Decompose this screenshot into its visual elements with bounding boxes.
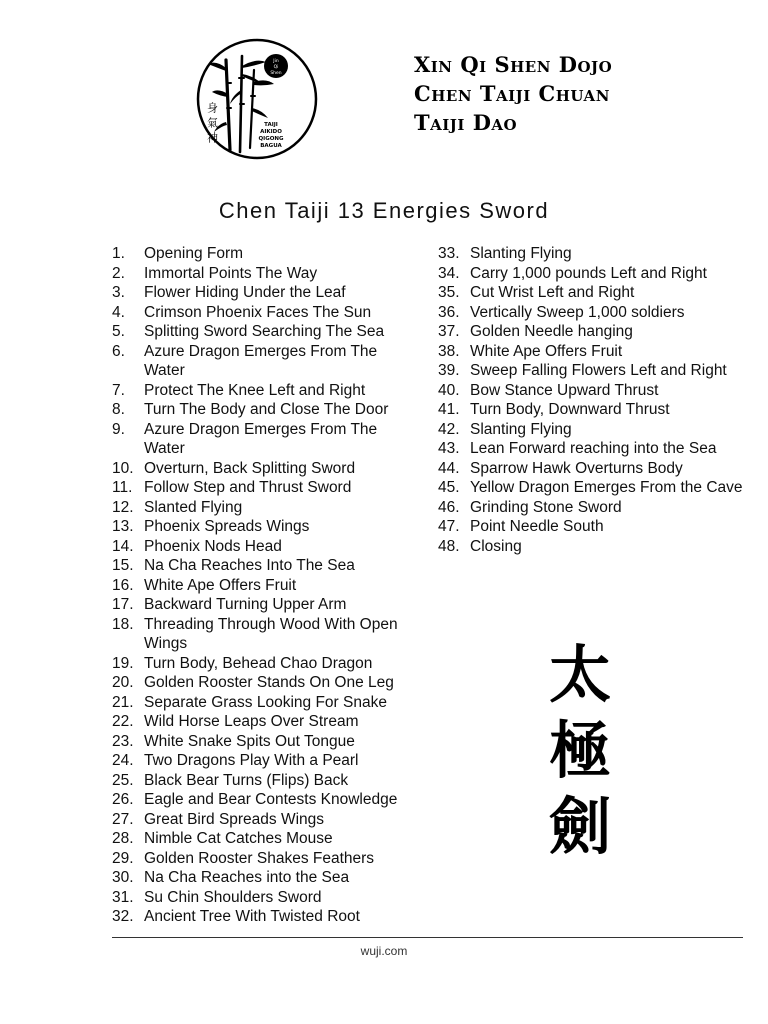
move-name: Grinding Stone Sword: [470, 498, 622, 516]
move-name: Slanting Flying: [470, 420, 572, 438]
logo-badge-line-1: Jin: [273, 59, 279, 64]
move-item: [112, 576, 422, 596]
move-name: Great Bird Spreads Wings: [144, 810, 325, 828]
move-item: [438, 381, 748, 401]
move-item: [112, 771, 422, 791]
move-name: Vertically Sweep 1,000 soldiers: [470, 303, 685, 321]
move-number: 30.: [112, 869, 134, 886]
move-item: [112, 264, 422, 284]
move-number: 2.: [112, 264, 125, 282]
style-name: Chen Taiji Chuan: [414, 81, 610, 106]
logo-art-bagua: BAGUA: [260, 143, 282, 149]
move-number: 7.: [112, 381, 125, 399]
move-item: [112, 595, 422, 615]
move-number: 26.: [112, 791, 134, 808]
move-item: [438, 264, 748, 284]
move-name: Azure Dragon Emerges From The Water: [144, 342, 378, 379]
move-number: 21.: [112, 693, 134, 711]
move-number: 47.: [438, 518, 460, 535]
move-name: Point Needle South: [470, 518, 604, 535]
move-item: [112, 654, 422, 674]
move-item: [112, 478, 422, 498]
move-item: [112, 829, 422, 849]
move-item: [112, 693, 422, 713]
move-number: 22.: [112, 713, 134, 730]
move-name: Sparrow Hawk Overturns Body: [470, 459, 683, 477]
move-name: Separate Grass Looking For Snake: [144, 693, 387, 711]
move-name: Closing: [470, 537, 522, 555]
move-number: 5.: [112, 323, 125, 340]
move-number: 31.: [112, 888, 134, 906]
move-name: White Ape Offers Fruit: [144, 576, 297, 594]
move-item: [112, 420, 422, 459]
move-item: [438, 517, 748, 537]
move-name: Ancient Tree With Twisted Root: [144, 908, 360, 925]
move-number: 11.: [112, 479, 133, 496]
move-number: 32.: [112, 908, 134, 925]
move-number: 6.: [112, 342, 125, 360]
move-number: 20.: [112, 674, 134, 691]
move-number: 3.: [112, 284, 125, 301]
move-name: Na Cha Reaches Into The Sea: [144, 557, 355, 574]
move-name: Eagle and Bear Contests Knowledge: [144, 791, 398, 808]
move-name: Slanting Flying: [470, 245, 572, 262]
move-number: 25.: [112, 771, 134, 789]
move-item: [438, 342, 748, 362]
logo-art-aikido: AIKIDO: [260, 129, 282, 135]
move-number: 19.: [112, 654, 134, 672]
move-name: Protect The Knee Left and Right: [144, 381, 366, 399]
move-item: [112, 556, 422, 576]
move-number: 8.: [112, 401, 125, 418]
move-number: 43.: [438, 440, 460, 457]
logo-vertical-text: 身氣神: [205, 102, 219, 147]
move-item: [112, 517, 422, 537]
move-name: Black Bear Turns (Flips) Back: [144, 771, 349, 789]
move-number: 1.: [112, 245, 125, 262]
move-item: [112, 342, 422, 381]
move-item: [438, 400, 748, 420]
calligraphy-char-1: 太: [548, 638, 612, 711]
move-number: 4.: [112, 303, 125, 321]
move-name: Lean Forward reaching into the Sea: [470, 440, 717, 457]
move-item: [438, 459, 748, 479]
move-name: Two Dragons Play With a Pearl: [144, 752, 359, 769]
move-name: White Ape Offers Fruit: [470, 342, 623, 360]
move-name: Azure Dragon Emerges From The Water: [144, 420, 378, 457]
move-number: 16.: [112, 576, 134, 594]
move-name: Golden Rooster Stands On One Leg: [144, 674, 394, 691]
move-name: Yellow Dragon Emerges From the Cave: [470, 479, 743, 496]
move-name: Sweep Falling Flowers Left and Right: [470, 362, 727, 379]
move-number: 12.: [112, 498, 134, 516]
calligraphy-image: [540, 630, 620, 862]
move-item: [112, 868, 422, 888]
move-item: [112, 849, 422, 869]
logo-badge-line-2: Qi: [273, 65, 279, 70]
moves-list-right: [438, 244, 748, 556]
move-number: 39.: [438, 362, 460, 379]
move-item: [438, 322, 748, 342]
move-number: 36.: [438, 303, 460, 321]
logo-art-qigong: QIGONG: [258, 136, 284, 142]
move-number: 42.: [438, 420, 460, 438]
move-name: Cut Wrist Left and Right: [470, 284, 635, 301]
move-item: [112, 673, 422, 693]
footer-divider: [112, 937, 743, 938]
weapon-name: Taiji Dao: [414, 110, 518, 135]
move-item: [112, 303, 422, 323]
move-number: 14.: [112, 537, 134, 555]
move-item: [112, 751, 422, 771]
move-item: [438, 537, 748, 557]
move-name: Flower Hiding Under the Leaf: [144, 284, 346, 301]
move-number: 35.: [438, 284, 460, 301]
move-name: Nimble Cat Catches Mouse: [144, 830, 333, 847]
move-number: 33.: [438, 245, 460, 262]
move-number: 46.: [438, 498, 460, 516]
move-item: [112, 400, 422, 420]
move-item: [112, 888, 422, 908]
move-item: [112, 381, 422, 401]
move-name: Overturn, Back Splitting Sword: [144, 459, 356, 477]
move-name: Follow Step and Thrust Sword: [144, 479, 352, 496]
move-name: Turn Body, Downward Thrust: [470, 401, 670, 418]
move-item: [112, 537, 422, 557]
dojo-logo: [196, 38, 318, 160]
move-number: 10.: [112, 459, 134, 477]
move-name: Turn Body, Behead Chao Dragon: [144, 654, 373, 672]
move-name: Threading Through Wood With Open Wings: [144, 615, 398, 652]
move-name: Crimson Phoenix Faces The Sun: [144, 303, 372, 321]
move-name: Bow Stance Upward Thrust: [470, 381, 659, 399]
move-number: 24.: [112, 752, 134, 769]
move-item: [112, 790, 422, 810]
logo-art-taiji: TAIJI: [264, 122, 278, 128]
move-item: [438, 283, 748, 303]
move-name: Phoenix Spreads Wings: [144, 518, 310, 535]
dojo-name: Xin Qi Shen Dojo: [414, 52, 613, 77]
move-name: Immortal Points The Way: [144, 264, 318, 282]
move-item: [112, 244, 422, 264]
moves-list-left: [112, 244, 422, 927]
move-number: 9.: [112, 420, 125, 438]
move-item: [438, 420, 748, 440]
move-item: [112, 615, 422, 654]
calligraphy-char-2: 極: [548, 714, 612, 787]
move-item: [438, 439, 748, 459]
move-item: [438, 478, 748, 498]
move-name: Carry 1,000 pounds Left and Right: [470, 264, 707, 282]
move-item: [112, 498, 422, 518]
move-item: [112, 732, 422, 752]
move-number: 23.: [112, 732, 134, 750]
move-name: Turn The Body and Close The Door: [144, 401, 389, 418]
move-name: Golden Rooster Shakes Feathers: [144, 849, 375, 867]
move-name: White Snake Spits Out Tongue: [144, 732, 355, 750]
move-number: 34.: [438, 264, 460, 282]
move-name: Splitting Sword Searching The Sea: [144, 323, 385, 340]
move-number: 27.: [112, 810, 134, 828]
move-item: [112, 810, 422, 830]
move-number: 13.: [112, 518, 134, 535]
move-number: 38.: [438, 342, 460, 360]
move-name: Golden Needle hanging: [470, 323, 633, 340]
move-name: Na Cha Reaches into the Sea: [144, 869, 350, 886]
move-number: 15.: [112, 557, 134, 574]
move-name: Backward Turning Upper Arm: [144, 596, 347, 613]
move-name: Opening Form: [144, 245, 244, 262]
document-title: Chen Taiji 13 Energies Sword: [218, 198, 550, 223]
move-item: [438, 361, 748, 381]
move-number: 18.: [112, 615, 134, 633]
move-item: [112, 322, 422, 342]
move-item: [112, 283, 422, 303]
calligraphy-char-3: 劍: [548, 790, 612, 862]
move-item: [112, 712, 422, 732]
move-name: Slanted Flying: [144, 498, 243, 516]
move-name: Wild Horse Leaps Over Stream: [144, 713, 359, 730]
logo-badge-line-3: Shen: [270, 71, 282, 76]
move-number: 40.: [438, 381, 460, 399]
move-number: 45.: [438, 479, 460, 496]
move-number: 17.: [112, 596, 134, 613]
move-number: 29.: [112, 849, 134, 867]
move-item: [438, 303, 748, 323]
move-item: [438, 498, 748, 518]
move-number: 48.: [438, 537, 460, 555]
move-name: Phoenix Nods Head: [144, 537, 282, 555]
move-item: [112, 907, 422, 927]
move-name: Su Chin Shoulders Sword: [144, 888, 322, 906]
move-item: [438, 244, 748, 264]
footer-site: wuji.com: [360, 944, 408, 958]
dojo-name-block: [414, 50, 612, 137]
move-number: 28.: [112, 830, 134, 847]
move-number: 44.: [438, 459, 460, 477]
move-number: 41.: [438, 401, 460, 418]
move-number: 37.: [438, 323, 460, 340]
move-item: [112, 459, 422, 479]
